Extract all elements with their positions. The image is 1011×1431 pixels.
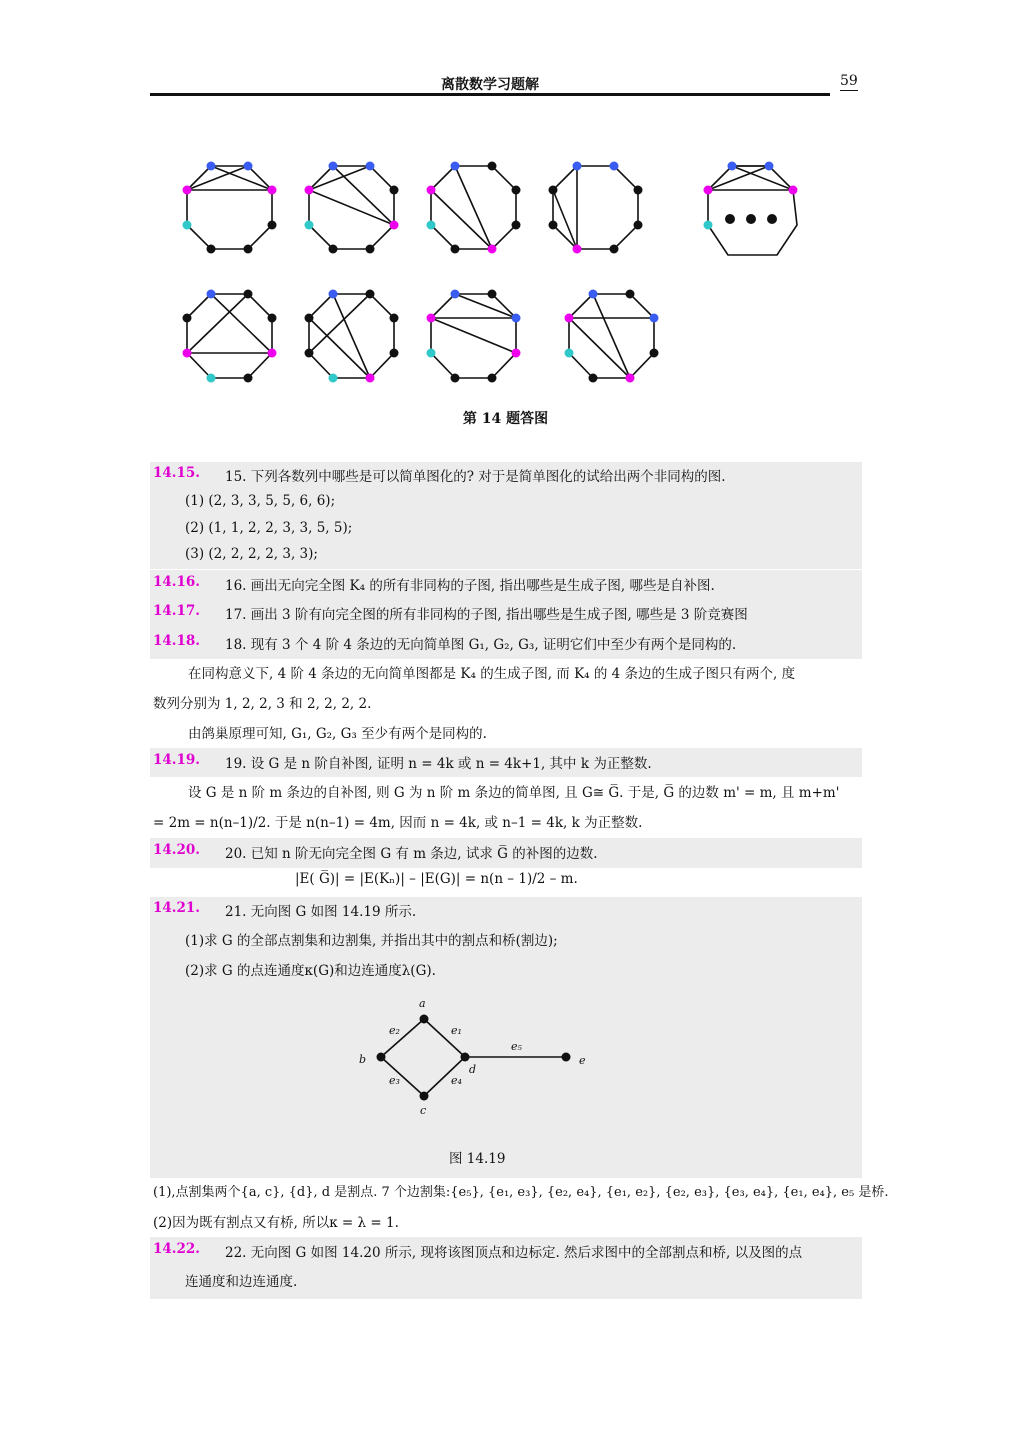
graph-9 [565, 290, 659, 383]
problem-text-16: 16. 画出无向完全图 K₄ 的所有非同构的子图, 指出哪些是生成子图, 哪些是自补图. [225, 578, 715, 594]
graph-5-general [704, 162, 798, 256]
answer-21-line-1: (1),点割集两个{a, c}, {d}, d 是割点. 7 个边割集:{e₅}, {e₁, e₃}, {e₂, e₄}, {e₁, e₂}, {e₂, e₃}, {e₃, e₄}, {e₁, e₄}, e₅ 是桥. [153, 1185, 889, 1200]
answer-20-formula: |E( G̅)| = |E(Kₙ)| – |E(G)| = n(n – 1)/2 – m. [295, 871, 578, 887]
problem-number-16: 14.16. [153, 574, 200, 590]
graph-2 [305, 162, 399, 254]
edge-label-e4: e₄ [451, 1074, 462, 1087]
problem-text-19: 19. 设 G 是 n 阶自补图, 证明 n = 4k 或 n = 4k+1, 其中 k 为正整数. [225, 756, 652, 772]
problem-number-22: 14.22. [153, 1241, 200, 1257]
problem-number-19: 14.19. [153, 752, 200, 768]
vertex-label-b: b [359, 1053, 367, 1066]
edge-label-e3: e₃ [389, 1074, 400, 1087]
problem-number-21: 14.21. [153, 900, 200, 916]
problem-text-21: 21. 无向图 G 如图 14.19 所示. [225, 904, 417, 920]
figure-14-graphs [0, 0, 1011, 400]
figure-14-caption: 第 14 题答图 [462, 411, 549, 427]
graph-1 [183, 162, 277, 254]
answer-18-line-3: 由鸽巢原理可知, G₁, G₂, G₃ 至少有两个是同构的. [188, 726, 487, 742]
vertex-label-c: c [420, 1104, 427, 1117]
vertex-label-a: a [419, 997, 426, 1010]
problem-number-17: 14.17. [153, 603, 200, 619]
answer-18-line-2: 数列分别为 1, 2, 2, 3 和 2, 2, 2, 2. [153, 696, 372, 712]
edge-label-e5: e₅ [511, 1040, 522, 1053]
problem-21-question-1: (1)求 G 的全部点割集和边割集, 并指出其中的割点和桥(割边); [185, 933, 558, 949]
answer-18-line-1: 在同构意义下, 4 阶 4 条边的无向简单图都是 K₄ 的生成子图, 而 K₄ 的 4 条边的生成子图只有两个, 度 [188, 666, 796, 682]
vertex-label-e: e [579, 1054, 586, 1067]
graph-6 [183, 290, 277, 383]
answer-21-line-2: (2)因为既有割点又有桥, 所以κ = λ = 1. [153, 1215, 399, 1231]
edge-label-e2: e₂ [389, 1024, 400, 1037]
problem-text-20: 20. 已知 n 阶无向完全图 G 有 m 条边, 试求 G̅ 的补图的边数. [225, 846, 598, 862]
problem-text-22-cont: 连通度和边连通度. [185, 1274, 298, 1290]
graph-4 [549, 162, 643, 254]
problem-15-item-2: (2) (1, 1, 2, 2, 3, 3, 5, 5); [185, 520, 353, 536]
problem-text-22: 22. 无向图 G 如图 14.20 所示, 现将该图顶点和边标定. 然后求图中的全部割点和桥, 以及图的点 [225, 1245, 803, 1261]
figure-14-19-caption: 图 14.19 [449, 1151, 506, 1167]
problem-text-18: 18. 现有 3 个 4 阶 4 条边的无向简单图 G₁, G₂, G₃, 证明它们中至少有两个是同构的. [225, 637, 737, 653]
problem-number-20: 14.20. [153, 842, 200, 858]
problem-15-item-1: (1) (2, 3, 3, 5, 5, 6, 6); [185, 493, 336, 509]
graph-8 [427, 290, 521, 383]
problem-text-15: 15. 下列各数列中哪些是可以简单图化的? 对于是简单图化的试给出两个非同构的图. [225, 469, 726, 485]
problem-15-item-3: (3) (2, 2, 2, 2, 3, 3); [185, 546, 318, 562]
answer-19-line-2: = 2m = n(n–1)/2. 于是 n(n–1) = 4m, 因而 n = 4k, 或 n–1 = 4k, k 为正整数. [153, 815, 643, 831]
running-header-title: 离散数学习题解 [441, 77, 539, 93]
problem-text-17: 17. 画出 3 阶有向完全图的所有非同构的子图, 指出哪些是生成子图, 哪些是 3 阶竞赛图 [225, 607, 748, 623]
problem-number-18: 14.18. [153, 633, 200, 649]
vertex-label-d: d [469, 1063, 477, 1076]
problem-number-15: 14.15. [153, 465, 200, 481]
problem-21-question-2: (2)求 G 的点连通度κ(G)和边连通度λ(G). [185, 963, 436, 979]
edge-label-e1: e₁ [451, 1024, 462, 1037]
answer-19-line-1: 设 G 是 n 阶 m 条边的自补图, 则 G 为 n 阶 m 条边的简单图, 且 G≅ G̅. 于是, G̅ 的边数 m' = m, 且 m+m' [188, 785, 840, 801]
page-number: 59 [840, 73, 858, 89]
graph-7 [305, 290, 399, 383]
graph-3 [427, 162, 521, 254]
